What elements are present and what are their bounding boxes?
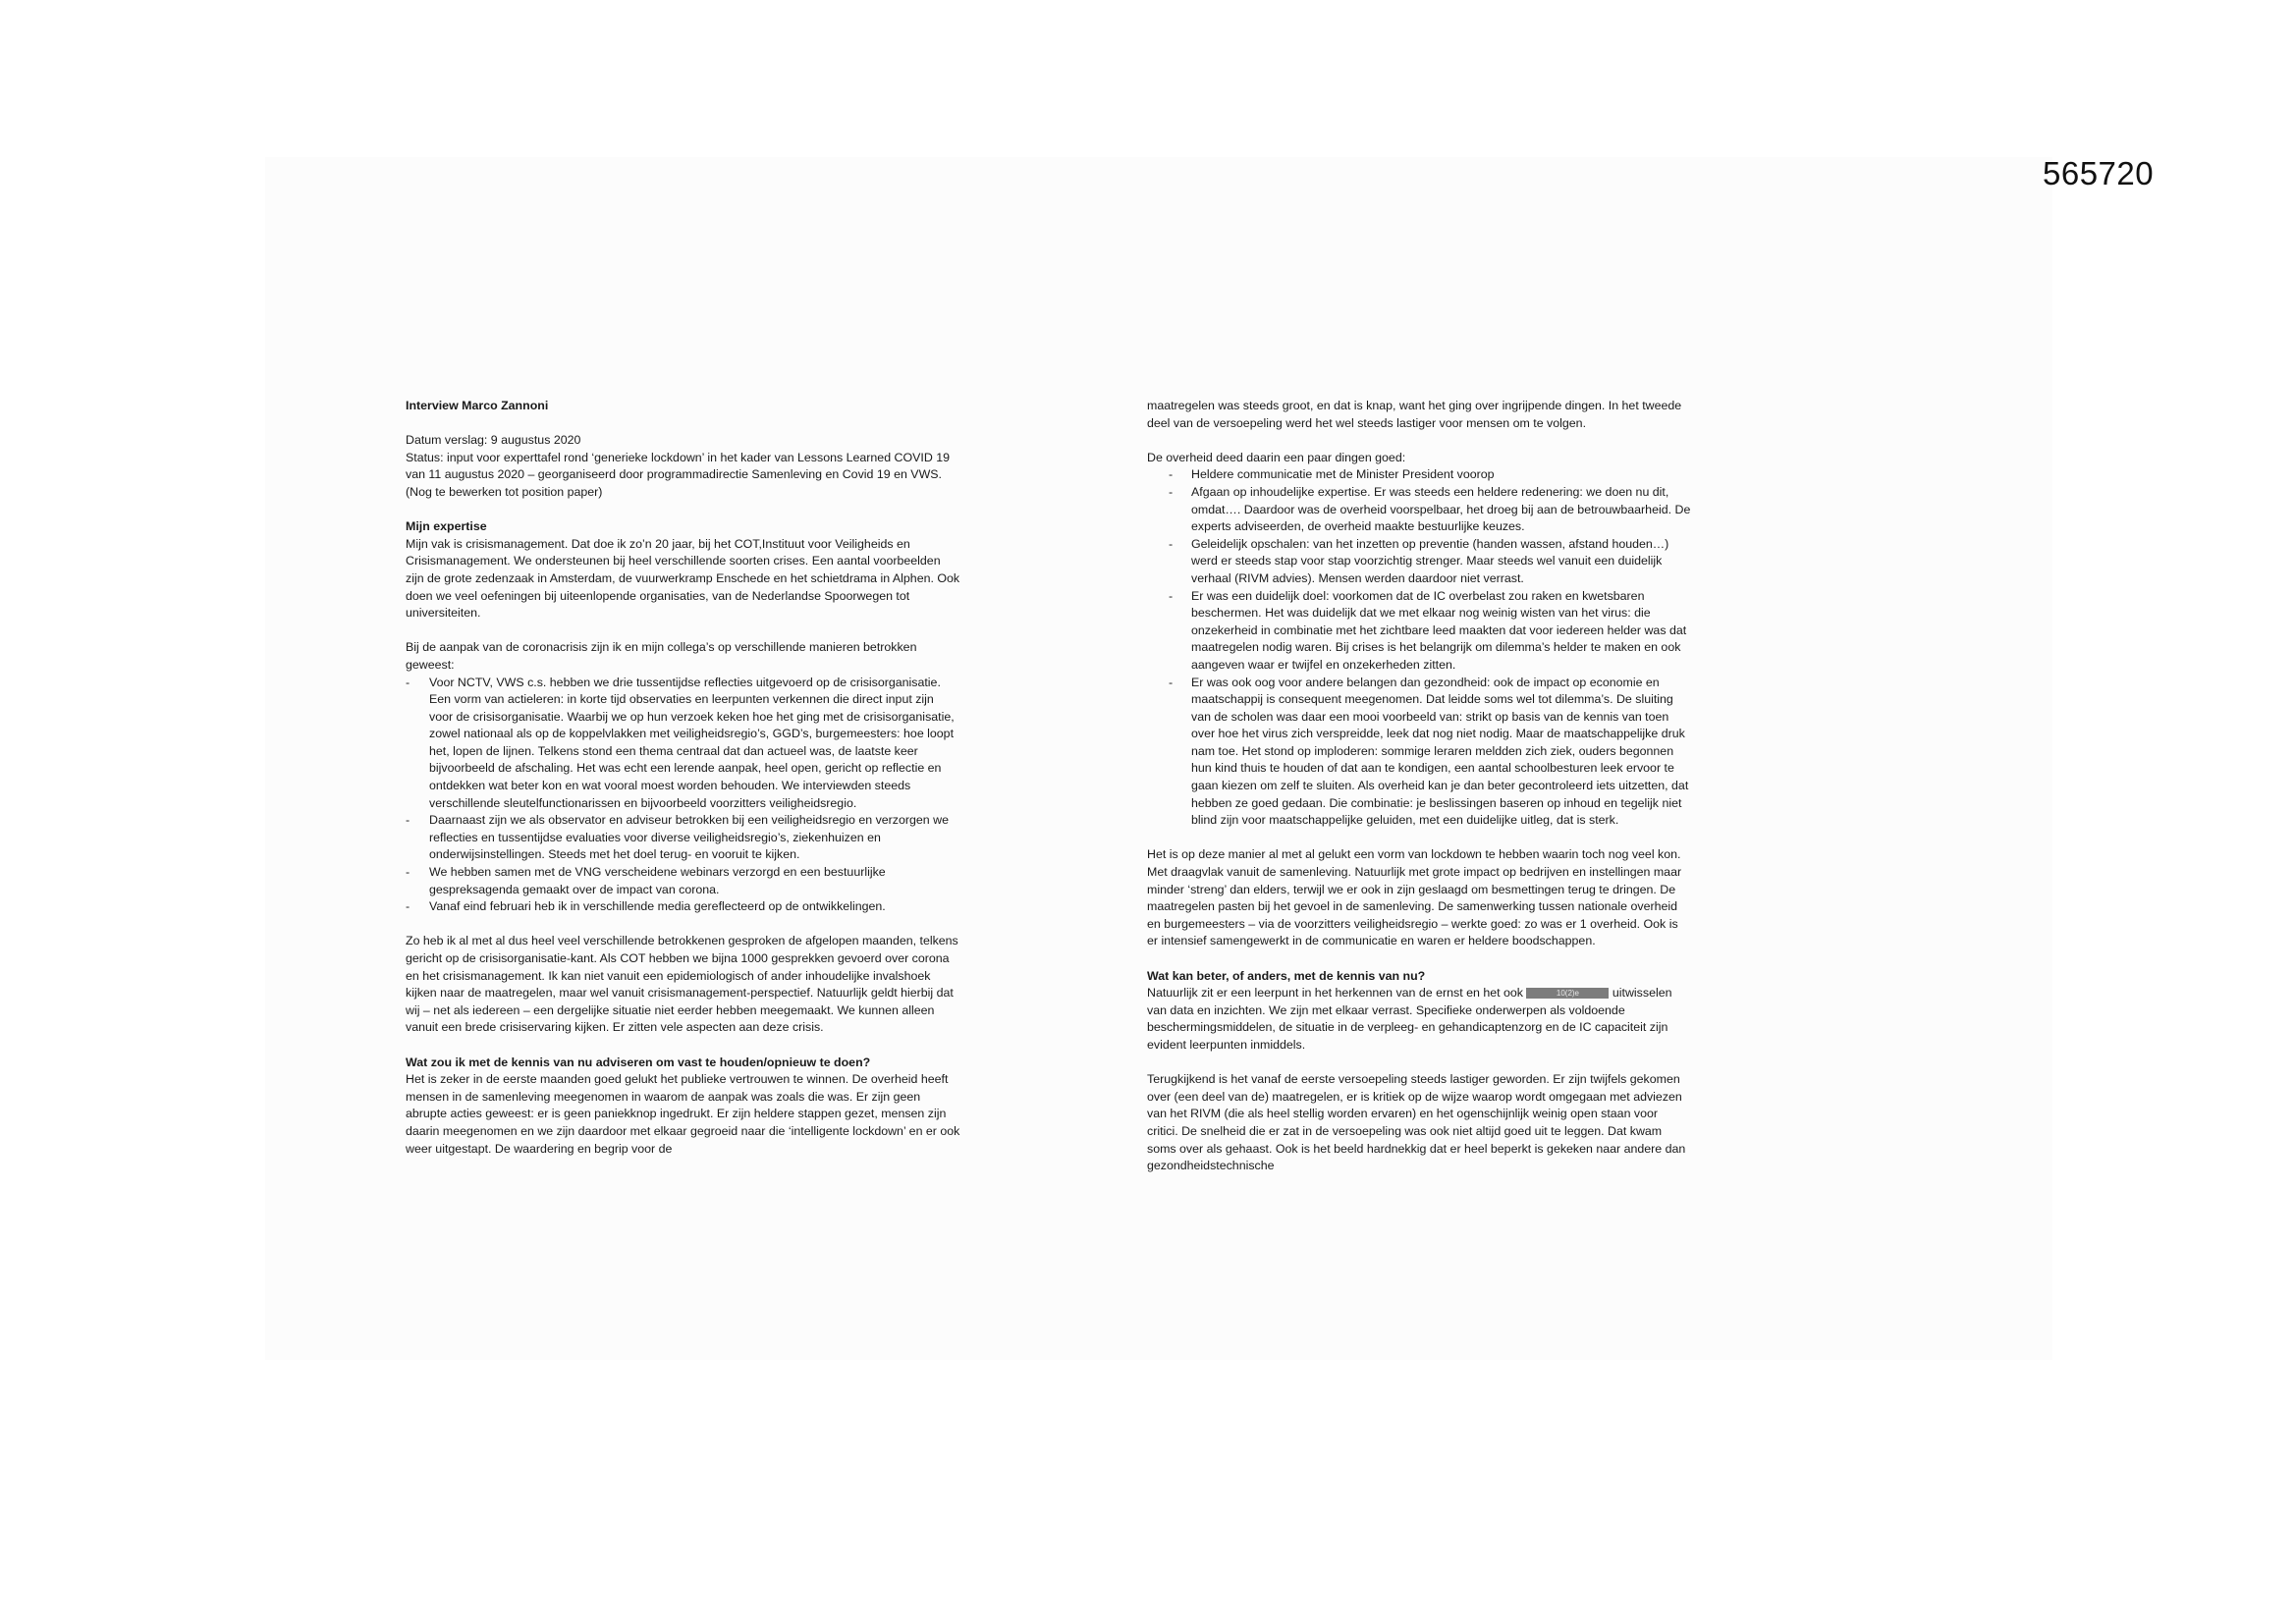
paragraph-goed-intro: De overheid deed daarin een paar dingen goed: [1147,450,1406,464]
paragraph-adviseren: Het is zeker in de eerste maanden goed gelukt het publieke vertrouwen te winnen. De overheid heeft mensen in de samenleving meegenomen in waarom de aanpak was zoals die was. Er zijn geen abrupte acties geweest: er is geen paniekknop ingedrukt. Er zijn heldere stappen gezet, mensen zijn daarin meegenomen en we zijn daardoor met elkaar gegroeid naar die ‘intelligente lockdown’ en er ook weer uitgestapt. De waardering en begrip voor de [406,1072,960,1156]
heading-adviseren: Wat zou ik met de kennis van nu adviseren om vast te houden/opnieuw te doen? [406,1055,871,1069]
list-item: - We hebben samen met de VNG verscheidene webinars verzorgd en een bestuurlijke gespreksagenda gemaakt over de impact van corona. [406,864,960,898]
paragraph-lockdown: Het is op deze manier al met al gelukt een vorm van lockdown te hebben waarin toch nog veel kon. Met draagvlak vanuit de samenleving. Natuurlijk met grote impact op bedrijven en instellingen maar minder ‘streng’ dan elders, terwijl we er ook in zijn geslaagd om besmettingen terug te dringen. De maatregelen pasten bij het gevoel in de samenleving. De samenwerking tussen nationale overheid en burgemeesters – via de voorzitters veiligheidsregio – werkte goed: zo was er 1 overheid. Ook is er intensief samengewerkt in de communicatie en waren er heldere boodschappen. [1147,847,1682,948]
paragraph-gesproken: Zo heb ik al met al dus heel veel verschillende betrokkenen gesproken de afgelopen maanden, telkens gericht op de crisisorganisatie-kant. Als COT hebben we bijna 1000 gesprekken gevoerd over corona en het crisismanagement. Ik kan niet vanuit een epidemiologisch of ander inhoudelijke invalshoek kijken naar de maatregelen, maar wel vanuit crisismanagement-perspectief. Natuurlijk geldt hierbij dat wij – net als iedereen – een dergelijke situatie niet eerder hebben meegemaakt. We kunnen alleen vanuit een brede crisiservaring kijken. Er zitten vele aspecten aan deze crisis. [406,934,958,1035]
list-item: - Voor NCTV, VWS c.s. hebben we drie tussentijdse reflecties uitgevoerd op de crisisorganisatie. Een vorm van actieleren: in korte tijd observaties en leerpunten verkennen die direct input zijn voor de crisisorganisatie. Waarbij we op hun verzoek keken hoe het ging met de crisisorganisatie, zowel nationaal als op de koppelvlakken met veiligheidsregio’s, GGD’s, burgemeesters: hoe loopt het, lopen de lijnen. Telkens stond een thema centraal dat dan actueel was, de laatste keer bijvoorbeeld de afschaling. Het was echt een lerende aanpak, heel open, gericht op reflectie en ontdekken wat beter kon en wat vooral moest worden behouden. We interviewden steeds verschillende sleutelfunctionarissen en bijvoorbeeld voorzitters veiligheidsregio. [406,675,960,813]
list-item: - Afgaan op inhoudelijke expertise. Er was steeds een heldere redenering: we doen nu dit, omdat…. Daardoor was de overheid voorspelbaar, het droeg bij aan de betrouwbaarheid. De experts adviseerden, de overheid maakte bestuurlijke keuzes. [1147,484,1692,536]
heading-beter: Wat kan beter, of anders, met de kennis van nu? [1147,968,1426,983]
document-number: 565720 [2043,155,2155,191]
list-item: - Geleidelijk opschalen: van het inzetten op preventie (handen wassen, afstand houden…) werd er steeds stap voor stap voorzichtig strenger. Maar steeds wel vanuit een duidelijk verhaal (RIVM advies). Mensen werden daardoor niet verrast. [1147,536,1692,588]
right-column [1147,398,1692,1192]
good-points-list [1147,466,1692,829]
paragraph-continued: maatregelen was steeds groot, en dat is knap, want het ging over ingrijpende dingen. In het tweede deel van de versoepeling werd het wel steeds lastiger voor mensen om te volgen. [1147,399,1682,430]
document-title: Interview Marco Zannoni [406,399,549,412]
paragraph-expertise: Mijn vak is crisismanagement. Dat doe ik zo’n 20 jaar, bij het COT,Instituut voor Veiligheids en Crisismanagement. We ondersteunen bij heel verschillende soorten crises. Een aantal voorbeelden zijn de grote zedenzaak in Amsterdam, de vuurwerkramp Enschede en het schietdrama in Alphen. Ook doen we veel oefeningen bij uiteenlopende organisaties, van de Nederlandse Spoorwegen tot universiteiten. [406,536,960,621]
list-item: - Vanaf eind februari heb ik in verschillende media gereflecteerd op de ontwikkelingen. [406,898,960,916]
list-item: - Heldere communicatie met de Minister President voorop [1147,466,1692,484]
paragraph-beter [1147,985,1692,1054]
list-item: - Er was ook oog voor andere belangen dan gezondheid: ook de impact op economie en maatschappij is consequent meegenomen. Dat leidde soms wel tot dilemma’s. De sluiting van de scholen was daar een mooi voorbeeld van: strikt op basis van de kennis van toen over hoe het virus zich verspreidde, leek dat nog niet nodig. Maar de maatschappelijke druk nam toe. Het stond op imploderen: sommige leraren meldden zich ziek, ouders begonnen hun kind thuis te houden of dat aan te kondigen, een aantal schoolbesturen leek ervoor te gaan kiezen om zelf te sluiten. Als overheid kan je dan beter gecontroleerd iets uitzetten, dat hebben ze goed gedaan. Die combinatie: je beslissingen baseren op inhoud en tegelijk niet blind zijn voor maatschappelijke geluiden, met een duidelijke uitleg, dat is sterk. [1147,675,1692,830]
report-status: Status: input voor experttafel rond ‘generieke lockdown’ in het kader van Lessons Learned COVID 19 van 11 augustus 2020 – georganiseerd door programmadirectie Samenleving en Covid 19 en VWS. (Nog te bewerken tot position paper) [406,450,951,499]
paragraph-terugkijkend: Terugkijkend is het vanaf de eerste versoepeling steeds lastiger geworden. Er zijn twijfels gekomen over (een deel van de) maatregelen, er is kritiek op de wijze waarop wordt omgegaan met adviezen van het RIVM (die als heel stellig worden ervaren) en het ogenschijnlijk weinig open staan voor critici. De snelheid die er zat in de versoepeling was ook niet altijd goed uit te leggen. Dat kwam soms over als gehaast. Ook is het beeld hardnekkig dat er heel beperkt is gekeken naar andere dan gezondheidstechnische [1147,1072,1686,1173]
paragraph-beter-start: Natuurlijk zit er een leerpunt in het herkennen van de ernst en het ook [1147,986,1523,1001]
left-column [406,398,960,1175]
paragraph-aanpak: Bij de aanpak van de coronacrisis zijn ik en mijn collega’s op verschillende manieren betrokken geweest: [406,640,917,672]
involvement-list [406,675,960,916]
list-item: - Er was een duidelijk doel: voorkomen dat de IC overbelast zou raken en kwetsbaren beschermen. Het was duidelijk dat we met elkaar nog weinig wisten van het virus: die onzekerheid in combinatie met het zichtbare leed maakten dat voor iedereen helder was dat maatregelen nodig waren. Bij crises is het belangrijk om dilemma’s helder te maken en ook aangeven waar er twijfel en onzekerheden zitten. [1147,588,1692,675]
list-item: - Daarnaast zijn we als observator en adviseur betrokken bij een veiligheidsregio en verzorgen we reflecties en tussentijdse evaluaties voor diverse veiligheidsregio’s, ziekenhuizen en onderwijsinstellingen. Steeds met het doel terug- en vooruit te kijken. [406,812,960,864]
report-date: Datum verslag: 9 augustus 2020 [406,433,581,448]
redaction-box: 10(2)e [1526,988,1609,999]
heading-expertise: Mijn expertise [406,519,487,534]
paragraph-beter-end: uitwisselen van data en inzichten. We zijn met elkaar verrast. Specifieke onderwerpen als voldoende beschermingsmiddelen, de situatie in de verpleeg- en gehandicaptenzorg en de IC capaciteit zijn evident leerpunten inmiddels. [1147,986,1672,1052]
